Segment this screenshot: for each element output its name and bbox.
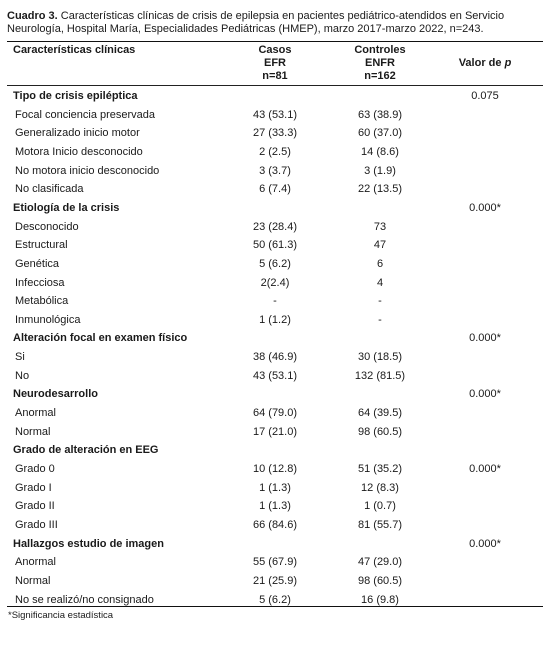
cell-casos: 3 (3.7) — [259, 164, 291, 177]
table-row — [0, 311, 550, 329]
header-casos-line2: EFR — [264, 57, 286, 69]
cell-casos: 10 (12.8) — [252, 463, 298, 475]
cell-casos: 2(2.4) — [260, 276, 290, 289]
cell-controles: - — [378, 295, 382, 308]
cell-controles: 1 (0.7) — [364, 500, 396, 513]
header-casos-line3: n=81 — [262, 70, 288, 82]
row-label: Normal — [15, 425, 51, 438]
table-row — [0, 124, 550, 142]
table-row — [0, 404, 550, 422]
table-row — [0, 255, 550, 273]
row-label: Grado II — [15, 500, 55, 513]
section-label: Hallazgos estudio de imagen — [13, 537, 164, 550]
cell-casos: - — [273, 295, 277, 308]
row-label: Anormal — [15, 407, 56, 419]
cell-casos: 23 (28.4) — [252, 220, 298, 233]
cell-casos: 1 (1.3) — [259, 481, 291, 494]
cell-controles: 81 (55.7) — [357, 519, 403, 531]
row-label: No clasificada — [15, 183, 84, 196]
cell-p-value: 0.000* — [469, 537, 501, 550]
cell-casos: 66 (84.6) — [252, 519, 298, 531]
table-row — [0, 348, 550, 366]
table-bottom-rule — [7, 606, 543, 607]
row-label: Normal — [15, 574, 51, 587]
row-label: Estructural — [15, 239, 68, 252]
cell-p-value: 0.000* — [469, 388, 501, 401]
cell-casos: 5 (6.2) — [259, 257, 291, 270]
header-bottom-rule — [7, 85, 543, 86]
header-characteristics: Características clínicas — [13, 44, 136, 56]
header-p-value — [450, 57, 520, 70]
cell-casos: 55 (67.9) — [252, 556, 298, 569]
header-p-italic: p — [504, 57, 512, 69]
cell-controles: 60 (37.0) — [357, 127, 403, 140]
row-label: Grado I — [15, 481, 52, 494]
row-label: Focal conciencia preservada — [15, 108, 156, 121]
row-label: Grado 0 — [15, 463, 55, 475]
table-caption — [7, 10, 543, 36]
footnote: *Significancia estadística — [8, 610, 114, 621]
cell-controles: 14 (8.6) — [361, 145, 399, 158]
cell-casos: 21 (25.9) — [252, 574, 298, 587]
cell-casos: 64 (79.0) — [252, 407, 298, 419]
cell-controles: 3 (1.9) — [364, 164, 396, 177]
row-label: Anormal — [15, 556, 56, 569]
cell-controles: 47 (29.0) — [357, 556, 403, 569]
table-row — [0, 143, 550, 161]
cell-controles: 98 (60.5) — [357, 574, 403, 587]
cell-casos: 50 (61.3) — [252, 239, 298, 252]
table-row — [0, 180, 550, 198]
cell-controles: 51 (35.2) — [357, 463, 403, 475]
cell-p-value: 0.075 — [471, 90, 499, 102]
cell-controles: 64 (39.5) — [357, 407, 403, 419]
row-label: Genética — [15, 257, 60, 270]
table-row — [0, 292, 550, 310]
section-label: Alteración focal en examen físico — [13, 332, 188, 345]
section-row — [0, 199, 550, 217]
row-label: Si — [15, 351, 25, 364]
header-casos-line1: Casos — [258, 44, 292, 56]
cell-p-value: 0.000* — [469, 201, 501, 214]
table-row — [0, 460, 550, 478]
row-label: Inmunológica — [15, 313, 81, 326]
section-row — [0, 87, 550, 105]
header-controles-line1: Controles — [354, 44, 406, 56]
row-label: Desconocido — [15, 220, 79, 233]
table-row — [0, 516, 550, 534]
section-row — [0, 535, 550, 553]
cell-controles: 98 (60.5) — [357, 425, 403, 438]
table-row — [0, 423, 550, 441]
cell-controles: 22 (13.5) — [357, 183, 403, 196]
section-row — [0, 329, 550, 347]
row-label: Metabólica — [15, 295, 69, 308]
table-row — [0, 479, 550, 497]
cell-controles: 30 (18.5) — [357, 351, 403, 364]
table-row — [0, 274, 550, 292]
cell-controles: 4 — [376, 276, 384, 289]
cell-p-value: 0.000* — [469, 463, 501, 475]
header-controles — [340, 44, 420, 83]
section-label: Neurodesarrollo — [13, 388, 98, 401]
cell-casos: 43 (53.1) — [252, 369, 298, 382]
header-casos — [235, 44, 315, 83]
row-label: Motora Inicio desconocido — [15, 145, 143, 158]
section-label: Grado de alteración en EEG — [13, 444, 159, 457]
cell-controles: 132 (81.5) — [354, 369, 406, 382]
cell-p-value: 0.000* — [469, 332, 501, 345]
cell-controles: 6 — [376, 257, 384, 270]
section-row — [0, 385, 550, 403]
cell-controles: - — [378, 313, 382, 326]
cell-controles: 73 — [373, 220, 387, 233]
cell-casos: 2 (2.5) — [259, 145, 291, 158]
cell-casos: 17 (21.0) — [252, 425, 298, 438]
row-label: Grado III — [15, 519, 58, 531]
row-label: No — [15, 369, 30, 382]
row-label: No motora inicio desconocido — [15, 164, 160, 177]
cell-controles: 12 (8.3) — [361, 481, 399, 494]
table-row — [0, 553, 550, 571]
header-p-prefix: Valor de — [458, 57, 505, 69]
table-row — [0, 218, 550, 236]
section-row — [0, 441, 550, 459]
table-row — [0, 497, 550, 515]
table-row — [0, 236, 550, 254]
table-row — [0, 572, 550, 590]
cell-controles: 16 (9.8) — [361, 593, 399, 606]
caption-text: Características clínicas de crisis de epilepsia en pacientes pediátrico-atendidos en Servicio Neurología, Hospital María, Especialidades Pediátricas (HMEP), marzo 2017-marzo 2022, n=243. — [7, 10, 505, 35]
cell-casos: 1 (1.2) — [259, 313, 291, 326]
cell-casos: 5 (6.2) — [259, 593, 291, 606]
section-label: Etiología de la crisis — [13, 201, 120, 214]
row-label: No se realizó/no consignado — [15, 593, 154, 606]
caption-label: Cuadro 3. — [7, 10, 58, 22]
table-row — [0, 162, 550, 180]
table-row — [0, 367, 550, 385]
section-label: Tipo de crisis epiléptica — [13, 90, 138, 102]
cell-controles: 63 (38.9) — [357, 108, 403, 121]
header-controles-line3: n=162 — [364, 70, 396, 82]
cell-casos: 43 (53.1) — [252, 108, 298, 121]
table-top-rule — [7, 41, 543, 42]
cell-casos: 38 (46.9) — [252, 351, 298, 364]
header-controles-line2: ENFR — [365, 57, 395, 69]
cell-casos: 6 (7.4) — [259, 183, 291, 196]
table-row — [0, 106, 550, 124]
row-label: Generalizado inicio motor — [15, 127, 140, 140]
cell-casos: 1 (1.3) — [259, 500, 291, 513]
cell-casos: 27 (33.3) — [252, 127, 298, 140]
cell-controles: 47 — [373, 239, 387, 252]
row-label: Infecciosa — [15, 276, 65, 289]
